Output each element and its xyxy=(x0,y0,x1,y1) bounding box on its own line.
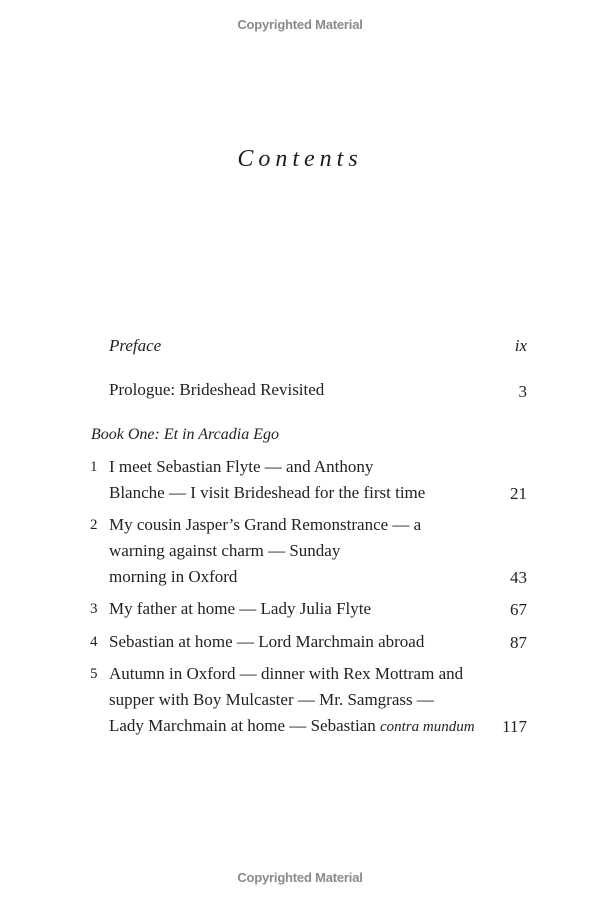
chapter-title-line: Autumn in Oxford — dinner with Rex Mottram and xyxy=(109,664,464,683)
chapter-page: 67 xyxy=(510,600,527,619)
toc-entry-prologue: Prologue: Brideshead Revisited xyxy=(109,380,325,399)
chapter-title-line: My father at home — Lady Julia Flyte xyxy=(109,599,372,618)
chapter-number: 3 xyxy=(90,601,98,617)
chapter-title-line: I meet Sebastian Flyte — and Anthony xyxy=(109,457,374,476)
toc-page-prologue: 3 xyxy=(518,382,527,401)
chapter-page: 43 xyxy=(510,568,527,587)
chapter-title-line: supper with Boy Mulcaster — Mr. Samgrass — xyxy=(109,690,434,709)
chapter-page: 117 xyxy=(502,717,527,736)
chapter-number: 1 xyxy=(90,459,98,475)
chapter-title-line: Blanche — I visit Brideshead for the first time xyxy=(109,483,426,502)
book-heading: Book One: Et in Arcadia Ego xyxy=(91,426,279,443)
chapter-title-line: warning against charm — Sunday xyxy=(109,541,341,560)
toc-page-preface: ix xyxy=(514,336,527,355)
copyright-watermark-bottom: Copyrighted Material xyxy=(237,870,363,885)
chapter-page: 21 xyxy=(510,484,527,503)
chapter-title-line: morning in Oxford xyxy=(109,567,238,586)
chapter-title-italic: contra mundum xyxy=(379,719,475,735)
copyright-watermark-top: Copyrighted Material xyxy=(237,17,363,32)
chapter-number: 5 xyxy=(90,666,98,682)
chapter-page: 87 xyxy=(510,633,527,652)
toc-entry-preface: Preface xyxy=(109,336,162,355)
chapter-number: 2 xyxy=(90,517,98,533)
chapter-title-line xyxy=(109,716,475,736)
chapter-title-line: Sebastian at home — Lord Marchmain abroad xyxy=(109,632,425,651)
chapter-title-line: My cousin Jasper’s Grand Remonstrance — a xyxy=(109,515,422,534)
chapter-number: 4 xyxy=(90,634,98,650)
chapter-title-text: Lady Marchmain at home — Sebastian xyxy=(109,716,380,735)
page-title: Contents xyxy=(237,146,363,172)
